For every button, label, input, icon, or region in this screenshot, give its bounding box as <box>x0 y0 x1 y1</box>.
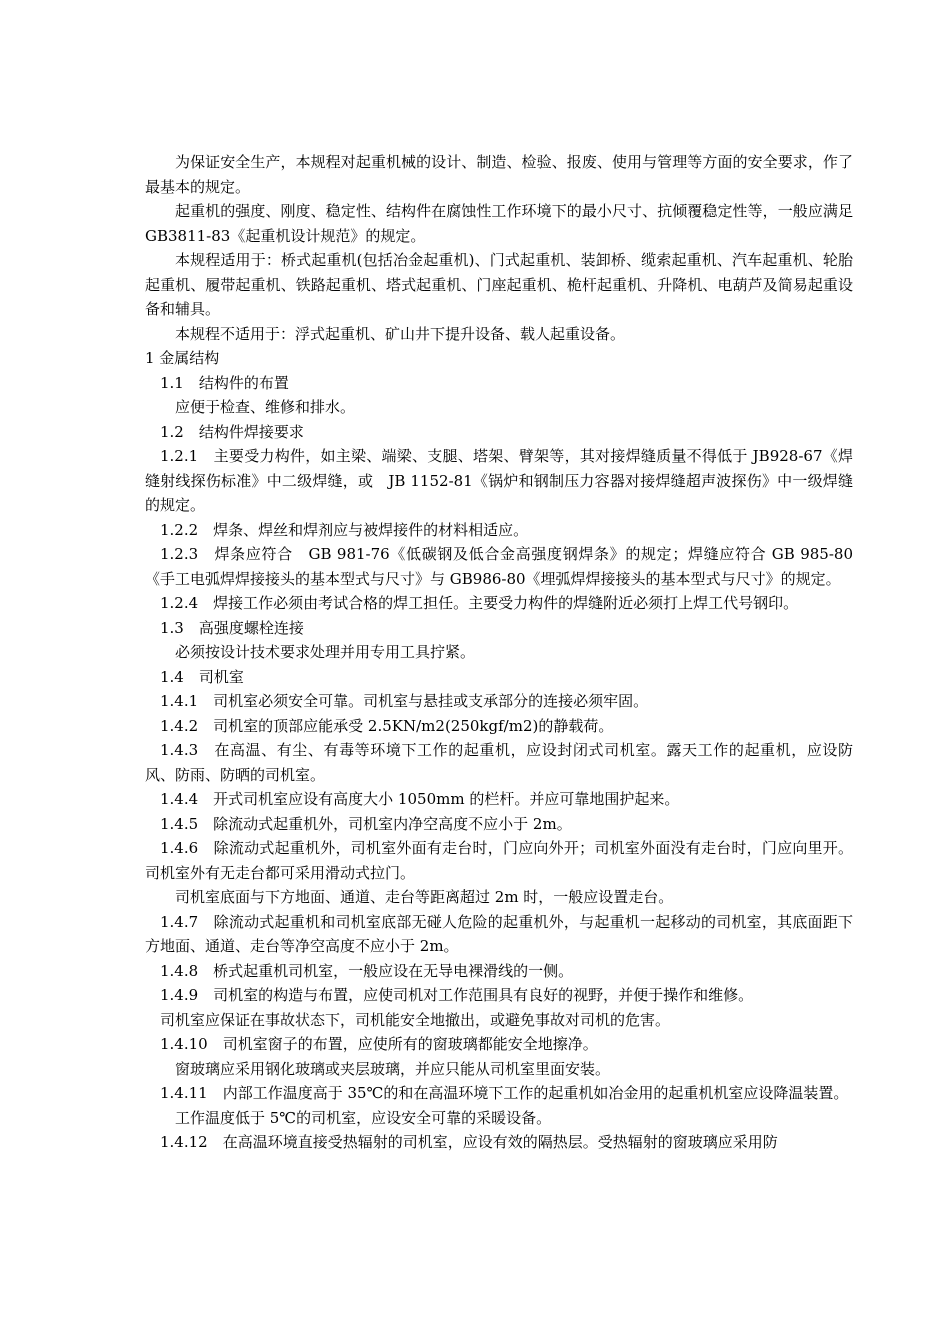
paragraph: 1.2.3 焊条应符合 GB 981-76《低碳钢及低合金高强度钢焊条》的规定；焊缝应符合 GB 985-80《手工电弧焊焊接接头的基本型式与尺寸》与 GB986-80《埋弧焊焊接接头的基本型式与尺寸》的规定。 <box>145 545 853 588</box>
paragraph: 1.2.2 焊条、焊丝和焊剂应与被焊接件的材料相适应。 <box>160 520 529 539</box>
paragraph: 1.4.1 司机室必须安全可靠。司机室与悬挂或支承部分的连接必须牢固。 <box>160 692 649 710</box>
paragraph: 1.2.4 焊接工作必须由考试合格的焊工担任。主要受力构件的焊缝附近必须打上焊工代号钢印。 <box>160 594 799 612</box>
paragraph: 应便于检查、维修和排水。 <box>175 398 356 416</box>
paragraph: 1.2.1 主要受力构件，如主梁、端梁、支腿、塔架、臂架等，其对接焊缝质量不得低于 JB928-67《焊缝射线探伤标准》中二级焊缝，或 JB 1152-81《锅炉和钢制压力容器对接焊缝超声波探伤》中一级焊缝的规定。 <box>145 447 853 514</box>
paragraph: 1 金属结构 <box>145 349 220 367</box>
paragraph: 1.4.8 桥式起重机司机室，一般应设在无导电裸滑线的一侧。 <box>160 961 574 980</box>
paragraph: 1.4.9 司机室的构造与布置，应使司机对工作范围具有良好的视野，并便于操作和维修。 <box>160 986 754 1004</box>
paragraph: 1.4.10 司机室窗子的布置，应使所有的窗玻璃都能安全地擦净。 <box>160 1035 598 1053</box>
paragraph: 1.4.3 在高温、有尘、有毒等环境下工作的起重机，应设封闭式司机室。露天工作的起重机，应设防风、防雨、防晒的司机室。 <box>145 741 853 784</box>
paragraph: 1.4.5 除流动式起重机外，司机室内净空高度不应小于 2m。 <box>160 814 572 833</box>
paragraph: 起重机的强度、刚度、稳定性、结构件在腐蚀性工作环境下的最小尺寸、抗倾覆稳定性等，一般应满足 GB3811-83《起重机设计规范》的规定。 <box>145 202 869 245</box>
document-body <box>145 150 869 1155</box>
paragraph: 1.4 司机室 <box>160 667 244 686</box>
paragraph: 1.4.7 除流动式起重机和司机室底部无碰人危险的起重机外，与起重机一起移动的司机室，其底面距下方地面、通道、走台等净空高度不应小于 2m。 <box>145 912 853 955</box>
paragraph: 1.4.11 内部工作温度高于 35℃的和在高温环境下工作的起重机如冶金用的起重机机室应设降温装置。 <box>160 1084 849 1102</box>
paragraph: 1.4.4 开式司机室应设有高度大小 1050mm 的栏杆。并应可靠地围护起来。 <box>160 790 680 808</box>
paragraph: 本规程不适用于：浮式起重机、矿山井下提升设备、载人起重设备。 <box>175 324 626 343</box>
paragraph: 为保证安全生产，本规程对起重机械的设计、制造、检验、报废、使用与管理等方面的安全要求，作了最基本的规定。 <box>145 153 853 196</box>
paragraph: 窗玻璃应采用钢化玻璃或夹层玻璃，并应只能从司机室里面安装。 <box>175 1059 611 1078</box>
paragraph: 1.1 结构件的布置 <box>160 373 289 392</box>
paragraph: 1.4.2 司机室的顶部应能承受 2.5KN/m2(250kgf/m2)的静载荷。 <box>160 716 614 735</box>
paragraph: 司机室底面与下方地面、通道、走台等距离超过 2m 时，一般应设置走台。 <box>175 888 674 906</box>
paragraph: 1.3 高强度螺栓连接 <box>160 618 304 637</box>
paragraph: 1.4.12 在高温环境直接受热辐射的司机室，应设有效的隔热层。受热辐射的窗玻璃应采用防 <box>160 1133 778 1151</box>
paragraph: 1.2 结构件焊接要求 <box>160 422 304 441</box>
paragraph: 本规程适用于：桥式起重机(包括冶金起重机)、门式起重机、装卸桥、缆索起重机、汽车起重机、轮胎起重机、履带起重机、铁路起重机、塔式起重机、门座起重机、桅杆起重机、升降机、电葫芦及简易起重设备和辅具。 <box>145 251 853 318</box>
paragraph: 工作温度低于 5℃的司机室，应设安全可靠的采暖设备。 <box>175 1108 552 1127</box>
paragraph: 司机室应保证在事故状态下，司机能安全地撤出，或避免事故对司机的危害。 <box>160 1010 671 1029</box>
paragraph: 1.4.6 除流动式起重机外，司机室外面有走台时，门应向外开；司机室外面没有走台时，门应向里开。司机室外有无走台都可采用滑动式拉门。 <box>145 839 853 882</box>
paragraph: 必须按设计技术要求处理并用专用工具拧紧。 <box>175 643 476 661</box>
